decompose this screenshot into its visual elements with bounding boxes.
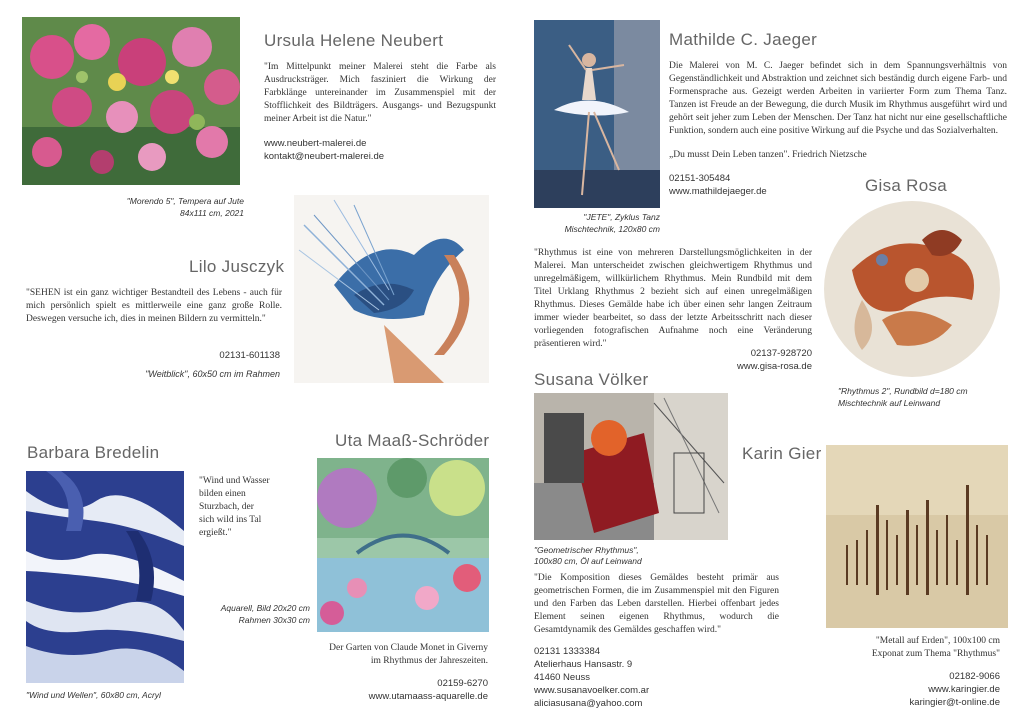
email-gier[interactable]: karingier@t-online.de	[909, 697, 1000, 708]
phone-rosa: 02137-928720	[750, 348, 812, 359]
web-gier[interactable]: www.karingier.de	[928, 684, 1000, 695]
caption-jaeger-1: "JETE", Zyklus Tanz	[583, 212, 660, 222]
caption-neubert-1: "Morendo 5", Tempera auf Jute	[126, 196, 244, 206]
quote-bredelin-line-3: Sturzbach, der	[199, 502, 254, 512]
quote-neubert: "Im Mittelpunkt meiner Malerei steht die Farbe als Ausdrucksträger. Mich fasziniert die Wirkung der Farbklänge untereinander im Zusammenspiel mit der Stofflichkeit des Bildträgers. Ausgangs- und Bezugspunkt meiner Arbeit ist die Natur."	[264, 62, 496, 124]
quote-bredelin-line-2: bilden einen	[199, 489, 246, 499]
quote-bredelin-line-4: sich wild ins Tal	[199, 515, 262, 525]
phone-maass: 02159-6270	[437, 678, 488, 689]
desc-maass-1: Der Garten von Claude Monet in Giverny	[329, 643, 488, 653]
artist-name-voelker: Susana Völker	[534, 370, 649, 389]
quote-voelker: "Die Komposition dieses Gemäldes besteht primär aus geometrischen Formen, die im Zusammenspiel mit den Figuren und den Farben das Leben darstellen. Hierbei offenbart jedes Element seinen eigenen Rhythmus, wodurch die Gesamtdynamik des Gemäldes geschaffen wird."	[534, 573, 779, 635]
artist-name-neubert: Ursula Helene Neubert	[264, 31, 444, 50]
artist-name-maass: Uta Maaß-Schröder	[335, 431, 490, 450]
web-voelker[interactable]: www.susanavoelker.com.ar	[534, 685, 650, 696]
artwork-morendo-5	[22, 17, 240, 185]
caption-voelker-2: 100x80 cm, Öl auf Leinwand	[534, 556, 642, 566]
artwork-weitblick	[294, 195, 489, 383]
email-voelker[interactable]: aliciasusana@yahoo.com	[534, 698, 643, 709]
caption-neubert-2: 84x111 cm, 2021	[180, 208, 244, 218]
artwork-monet-garten	[317, 458, 489, 632]
quote-bredelin-line-5: ergießt."	[199, 528, 232, 538]
phone-gier: 02182-9066	[949, 671, 1000, 682]
artwork-jete	[534, 20, 660, 208]
artwork-wind-und-wellen	[26, 471, 184, 683]
address-voelker-2: 41460 Neuss	[534, 672, 590, 683]
address-voelker-1: Atelierhaus Hansastr. 9	[534, 659, 633, 670]
quote-jaeger: „Du musst Dein Leben tanzen". Friedrich Nietzsche	[669, 150, 867, 160]
caption-bredelin: "Wind und Wellen", 60x80 cm, Acryl	[26, 690, 161, 700]
quote-rosa: "Rhythmus ist eine von mehreren Darstellungsmöglichkeiten in der Malerei. Man unterscheidet zwischen gleichwertigem Rhythmus und unregelmäßigem, willkürlichem Rhythmus. Mein Rundbild mit dem Titel Urklang Rhythmus 2 bezieht sich auf einen unregelmäßigen Rhythmus. Dieses Gemälde habe ich über einen sehr langen Zeitraum immer wieder bearbeitet, so dass der letzte Arbeitsschritt nach dieser vorliegenden fotografischen Aufnahme noch eine Veränderung präsentieren wird."	[534, 248, 812, 349]
artist-name-bredelin: Barbara Bredelin	[27, 443, 160, 462]
web-neubert[interactable]: www.neubert-malerei.de	[264, 138, 367, 149]
artist-name-gier: Karin Gier	[742, 444, 822, 463]
phone-jusczyk: 02131-601138	[219, 350, 280, 361]
quote-bredelin-line-1: "Wind und Wasser	[199, 476, 270, 486]
artwork-metall-auf-erden	[826, 445, 1008, 628]
email-neubert[interactable]: kontakt@neubert-malerei.de	[264, 151, 385, 162]
web-maass[interactable]: www.utamaass-aquarelle.de	[368, 691, 488, 702]
caption-maass-2: Rahmen 30x30 cm	[238, 615, 310, 625]
quote-jusczyk: "SEHEN ist ein ganz wichtiger Bestandteil des Lebens - auch für mich persönlich spielt es mittlerweile eine ganz große Rolle. Deswegen versuche ich, dies in meinen Bildern zu vermitteln."	[26, 288, 282, 324]
caption-gier-1: "Metall auf Erden", 100x100 cm	[875, 636, 1000, 646]
caption-jusczyk: "Weitblick", 60x50 cm im Rahmen	[145, 369, 280, 379]
caption-rosa-2: Mischtechnik auf Leinwand	[838, 398, 941, 408]
desc-maass-2: im Rhythmus der Jahreszeiten.	[370, 656, 488, 666]
caption-rosa-1: "Rhythmus 2", Rundbild d=180 cm	[838, 386, 968, 396]
artist-name-jaeger: Mathilde C. Jaeger	[669, 30, 818, 49]
text-jaeger: Die Malerei von M. C. Jaeger befindet sich in dem Spannungsverhältnis von Gegenständlichkeit und Abstraktion und zeichnet sich beständig durch eigene Farb- und Formensprache aus. Gezeigt werden Arbeiten in variierter Form zum Thema Tanz. Tanzen ist Freude an der Bewegung, die durch Musik im Rhythmus ausgeführt wird und gehört seit jeher zum Leben der Menschen. Der Tanz hat nicht nur eine gesellschaftliche Funktion, sondern auch eine positive Wirkung auf die Psyche und das Sozialverhalten.	[669, 61, 1007, 136]
caption-maass-1: Aquarell, Bild 20x20 cm	[220, 603, 310, 613]
caption-gier-2: Exponat zum Thema "Rhythmus"	[871, 649, 1000, 659]
artist-name-rosa: Gisa Rosa	[865, 176, 948, 195]
phone-voelker: 02131 1333384	[534, 646, 601, 657]
caption-jaeger-2: Mischtechnik, 120x80 cm	[564, 224, 660, 234]
artwork-geometrischer-rhythmus	[534, 393, 728, 540]
phone-jaeger: 02151-305484	[669, 173, 731, 184]
artwork-rhythmus-2	[822, 200, 1002, 378]
caption-voelker-1: "Geometrischer Rhythmus",	[534, 545, 639, 555]
web-rosa[interactable]: www.gisa-rosa.de	[737, 361, 812, 372]
artist-name-jusczyk: Lilo Jusczyk	[189, 257, 285, 276]
web-jaeger[interactable]: www.mathildejaeger.de	[669, 186, 767, 197]
